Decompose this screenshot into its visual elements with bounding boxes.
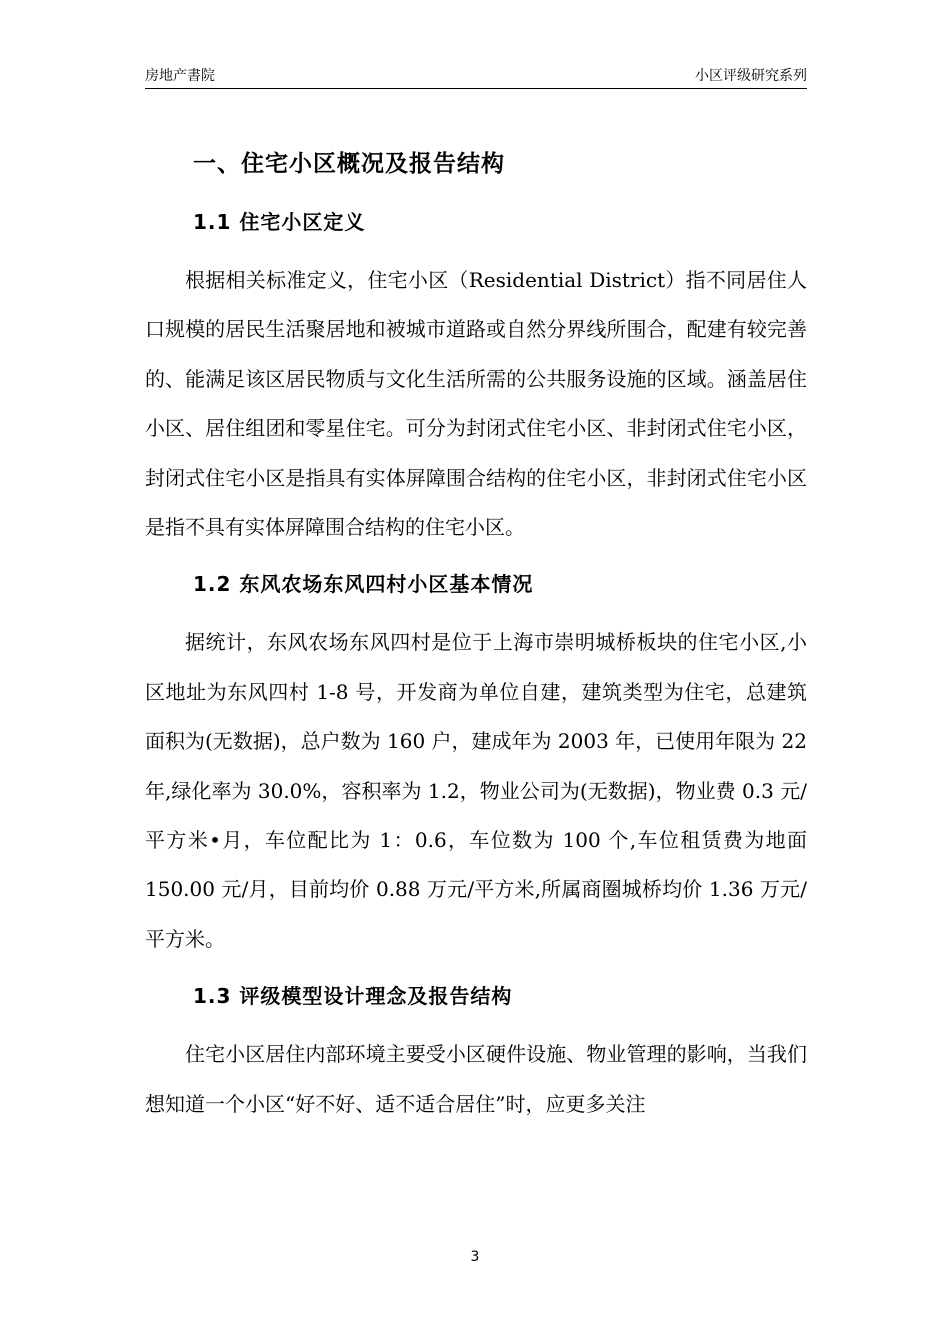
chapter-title: 一、住宅小区概况及报告结构 bbox=[193, 151, 505, 177]
section-1-1-paragraph: 根据相关标准定义，住宅小区（Residential District）指不同居住人口规模的居民生活聚居地和被城市道路或自然分界线所围合，配建有较完善的、能满足该区居民物质与文化生活所需的公共服务设施的区域。涵盖居住小区、居住组团和零星住宅。可分为封闭式住宅小区、非封闭式住宅小区，封闭式住宅小区是指具有实体屏障围合结构的住宅小区，非封闭式住宅小区是指不具有实体屏障围合结构的住宅小区。 bbox=[145, 268, 807, 540]
header-left-text: 房地产書院 bbox=[145, 68, 215, 84]
section-1-3-title: 1.3 评级模型设计理念及报告结构 bbox=[193, 984, 513, 1009]
header-right-text: 小区评级研究系列 bbox=[695, 68, 807, 84]
section-1-3-paragraph: 住宅小区居住内部环境主要受小区硬件设施、物业管理的影响，当我们想知道一个小区“好不好、适不适合居住”时，应更多关注 bbox=[145, 1042, 807, 1116]
section-1-2-title: 1.2 东风农场东风四村小区基本情况 bbox=[193, 572, 534, 597]
section-1-1-title: 1.1 住宅小区定义 bbox=[193, 210, 366, 234]
document-body bbox=[145, 140, 807, 1129]
page-number: 3 bbox=[470, 1249, 480, 1265]
section-1-2-paragraph: 据统计，东风农场东风四村是位于上海市崇明城桥板块的住宅小区,小区地址为东风四村 1-8 号，开发商为单位自建，建筑类型为住宅，总建筑面积为(无数据)，总户数为 160 户，建成年为 2003 年，已使用年限为 22 年,绿化率为 30.0%，容积率为 1.2，物业公司为(无数据)，物业费 0.3 元/平方米•月，车位配比为 1：0.6，车位数为 100 个,车位租赁费为地面 150.00 元/月，目前均价 0.88 万元/平方米,所属商圈城桥均价 1.36 万元/平方米。 bbox=[145, 630, 807, 951]
page-header bbox=[145, 66, 807, 89]
